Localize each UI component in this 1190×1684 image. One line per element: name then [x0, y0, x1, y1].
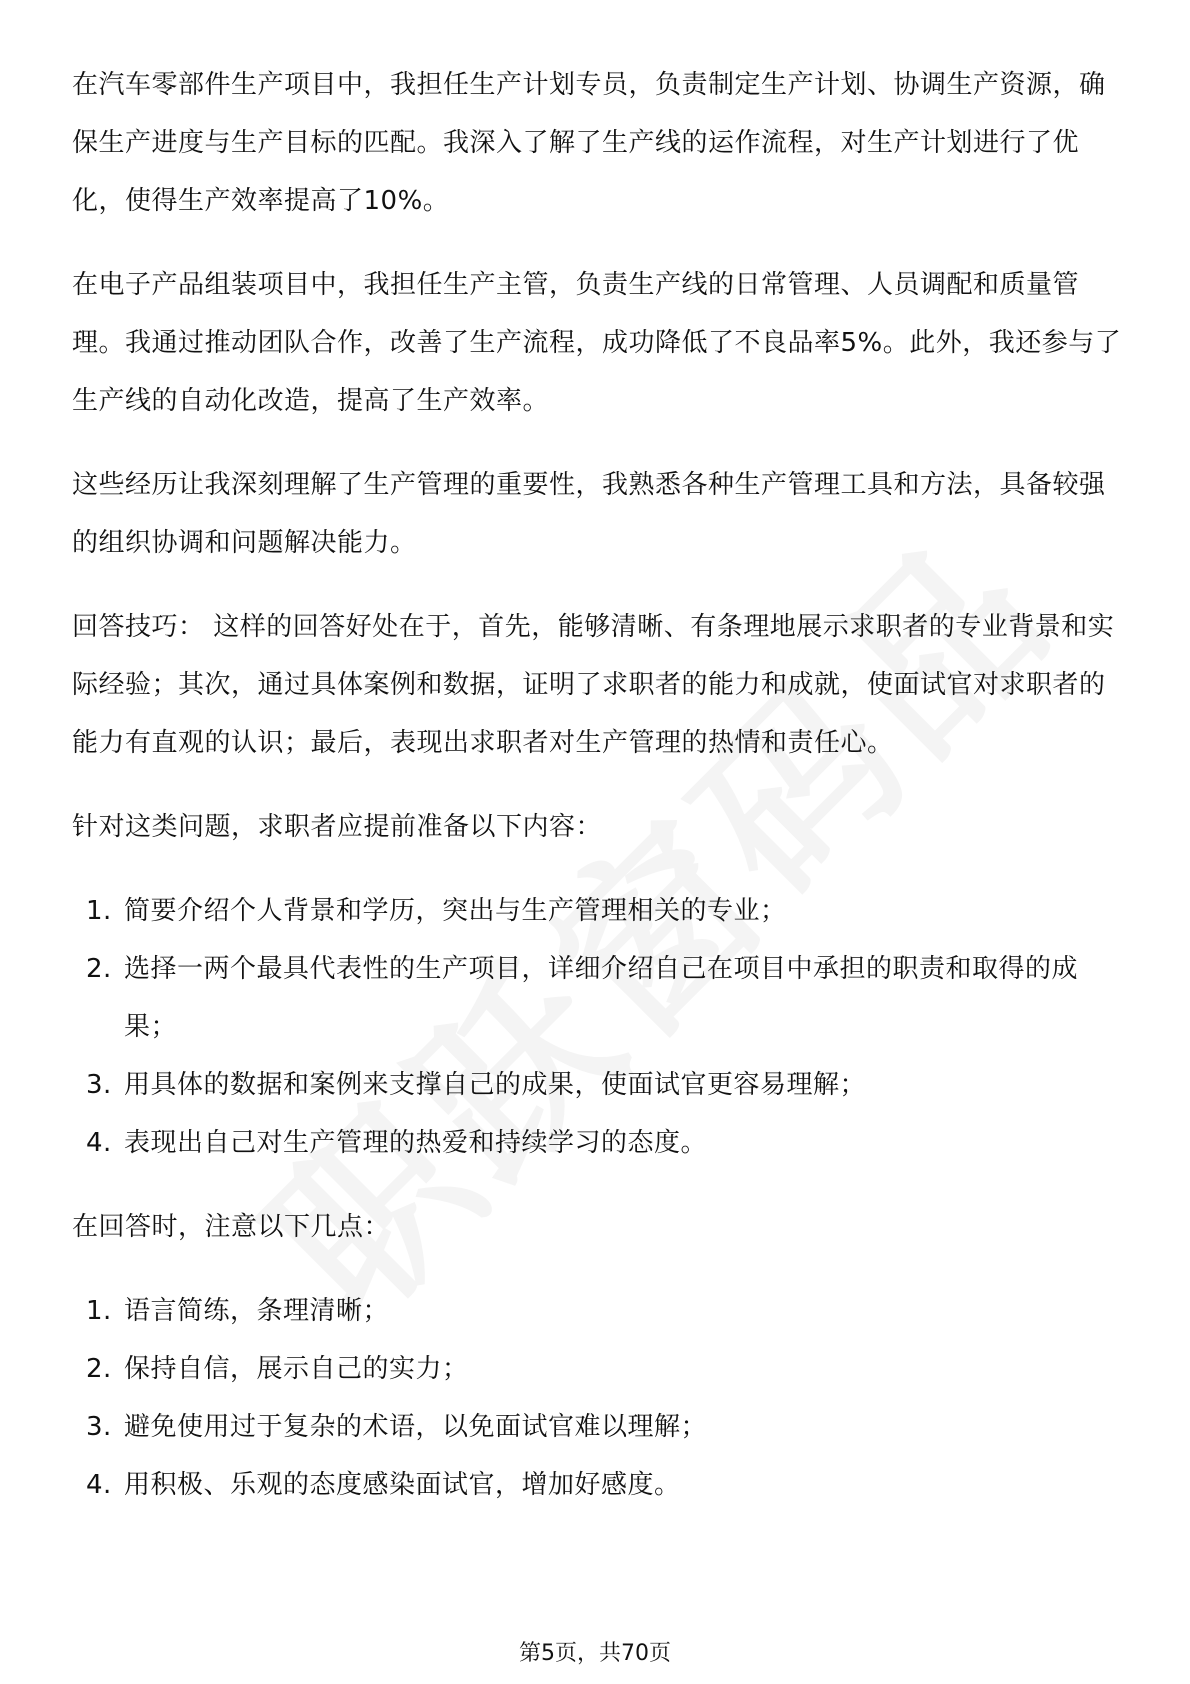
list-item-text: 用具体的数据和案例来支撑自己的成果，使面试官更容易理解； — [124, 1070, 867, 1100]
list-item-text: 选择一两个最具代表性的生产项目，详细介绍自己在项目中承担的职责和取得的成果； — [124, 954, 1079, 1042]
paragraph-preparation-intro: 针对这类问题，求职者应提前准备以下内容： — [72, 812, 603, 842]
list-number: 4. — [86, 1470, 112, 1500]
list-number: 4. — [86, 1128, 112, 1158]
list-number: 2. — [86, 954, 112, 984]
paragraph-answer-tips: 回答技巧： 这样的回答好处在于，首先，能够清晰、有条理地展示求职者的专业背景和实际经验；其次，通过具体案例和数据，证明了求职者的能力和成就，使面试官对求职者的能力有直观的认识；最后，表现出求职者对生产管理的热情和责任心。 — [72, 612, 1115, 758]
list-item-text: 表现出自己对生产管理的热爱和持续学习的态度。 — [124, 1128, 708, 1158]
list-item — [72, 1282, 1122, 1340]
list-item — [72, 1456, 1122, 1514]
list-number: 2. — [86, 1354, 112, 1384]
list-item — [72, 940, 1122, 1056]
list-item — [72, 1398, 1122, 1456]
list-number: 1. — [86, 896, 112, 926]
list-item — [72, 1114, 1122, 1172]
notes-list — [72, 1282, 1122, 1514]
list-item — [72, 1056, 1122, 1114]
list-item-text: 语言简练，条理清晰； — [124, 1296, 390, 1326]
list-item-text: 用积极、乐观的态度感染面试官，增加好感度。 — [124, 1470, 681, 1500]
list-number: 3. — [86, 1412, 112, 1442]
preparation-list — [72, 882, 1122, 1172]
list-item-text: 保持自信，展示自己的实力； — [124, 1354, 469, 1384]
page-number: 第5页，共70页 — [519, 1641, 671, 1666]
list-number: 1. — [86, 1296, 112, 1326]
list-number: 3. — [86, 1070, 112, 1100]
list-item-text: 避免使用过于复杂的术语，以免面试官难以理解； — [124, 1412, 708, 1442]
paragraph-electronics-project: 在电子产品组装项目中，我担任生产主管，负责生产线的日常管理、人员调配和质量管理。我通过推动团队合作，改善了生产流程，成功降低了不良品率5%。此外，我还参与了生产线的自动化改造，提高了生产效率。 — [72, 270, 1122, 416]
list-item — [72, 1340, 1122, 1398]
document-body — [72, 56, 1122, 1540]
list-item-text: 简要介绍个人背景和学历，突出与生产管理相关的专业； — [124, 896, 787, 926]
paragraph-experience-summary: 这些经历让我深刻理解了生产管理的重要性，我熟悉各种生产管理工具和方法，具备较强的组织协调和问题解决能力。 — [72, 470, 1106, 558]
paragraph-notes-intro: 在回答时，注意以下几点： — [72, 1212, 391, 1242]
paragraph-auto-parts-project: 在汽车零部件生产项目中，我担任生产计划专员，负责制定生产计划、协调生产资源，确保生产进度与生产目标的匹配。我深入了解了生产线的运作流程，对生产计划进行了优化，使得生产效率提高了10%。 — [72, 70, 1106, 216]
list-item — [72, 882, 1122, 940]
